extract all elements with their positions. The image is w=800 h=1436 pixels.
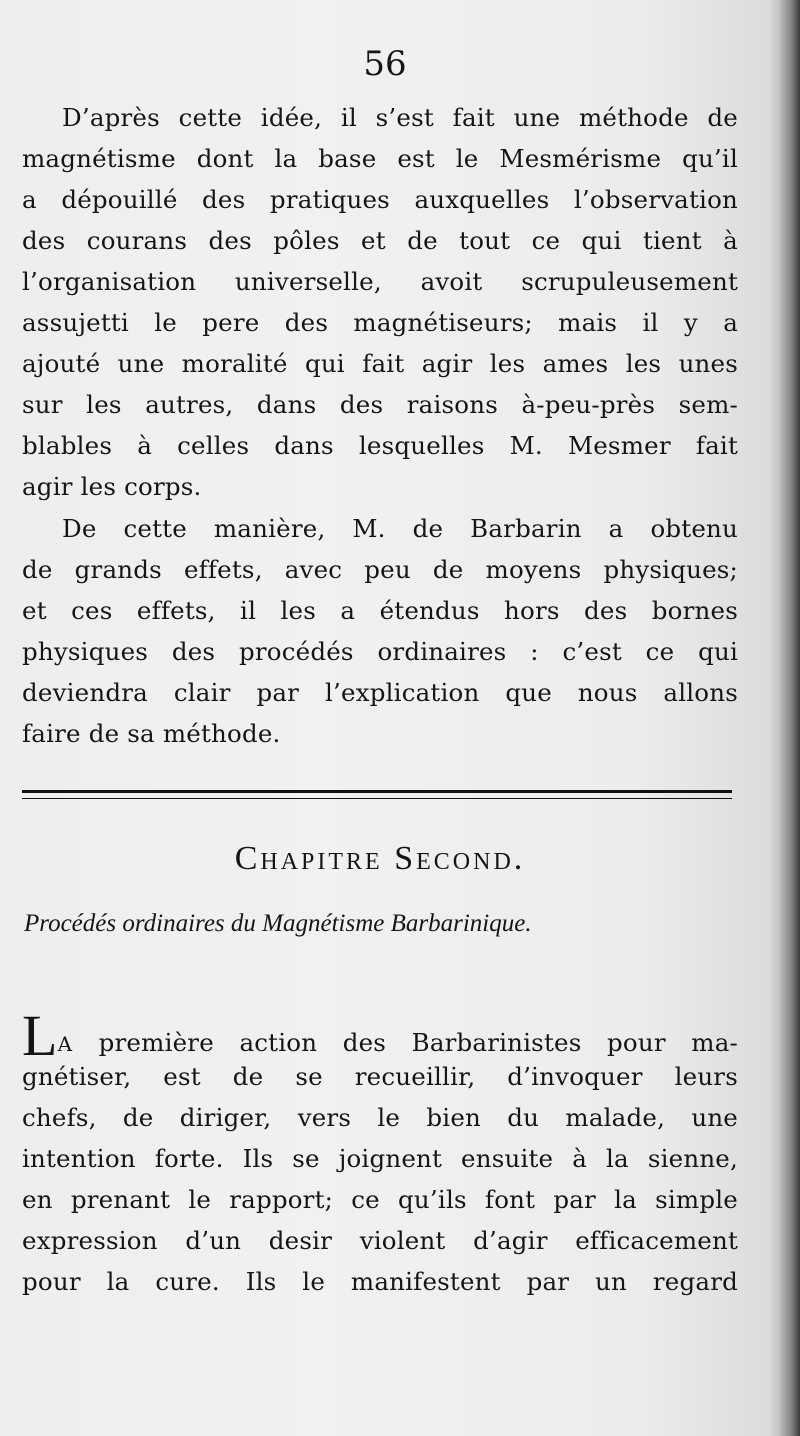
text-line: assujetti le pere des magnétiseurs; mais il y a — [22, 308, 738, 337]
text-line: l’organisation universelle, avoit scrupuleusement — [22, 267, 738, 296]
text-line: blables à celles dans lesquelles M. Mesmer fait — [22, 431, 738, 460]
text-line-first — [22, 1003, 738, 1068]
chapter-title: Chapitre Second. — [234, 840, 526, 877]
drop-cap: L — [22, 1003, 58, 1068]
text-line: de grands effets, avec peu de moyens physiques; — [22, 555, 738, 584]
section-divider — [22, 790, 732, 799]
paragraph-2 — [22, 508, 738, 754]
text-line: chefs, de diriger, vers le bien du malade, une — [22, 1103, 738, 1132]
text-line: en prenant le rapport; ce qu’ils font par la simple — [22, 1185, 738, 1214]
text-line: ajouté une moralité qui fait agir les ames les unes — [22, 349, 738, 378]
text-line: deviendra clair par l’explication que nous allons — [22, 678, 738, 707]
text-line: des courans des pôles et de tout ce qui tient à — [22, 226, 738, 255]
paragraph-1 — [22, 97, 738, 507]
text-line: expression d’un desir violent d’agir efficacement — [22, 1226, 738, 1255]
text-line: physiques des procédés ordinaires : c’est ce qui — [22, 637, 738, 666]
chapter-subtitle: Procédés ordinaires du Magnétisme Barbarinique. — [24, 910, 532, 937]
page-number: 56 — [363, 44, 407, 84]
text-line: et ces effets, il les a étendus hors des bornes — [22, 596, 738, 625]
text-line-rest: première action des Barbarinistes pour ma- — [98, 1028, 738, 1057]
page-edge-shadow — [778, 0, 800, 1436]
text-line: pour la cure. Ils le manifestent par un regard — [22, 1267, 738, 1296]
text-line: gnétiser, est de se recueillir, d’invoquer leurs — [22, 1062, 738, 1091]
text-line: D’après cette idée, il s’est fait une méthode de — [62, 103, 738, 132]
text-line: sur les autres, dans des raisons à-peu-près sem- — [22, 390, 738, 419]
text-line: De cette manière, M. de Barbarin a obtenu — [62, 514, 738, 543]
text-line: intention forte. Ils se joignent ensuite à la sienne, — [22, 1144, 738, 1173]
paragraph-3 — [22, 1003, 738, 1302]
text-line: agir les corps. — [22, 472, 202, 501]
text-line: a dépouillé des pratiques auxquelles l’observation — [22, 185, 738, 214]
text-line: faire de sa méthode. — [22, 719, 281, 748]
text-line: magnétisme dont la base est le Mesmérisme qu’il — [22, 144, 738, 173]
small-cap: A — [57, 1032, 74, 1056]
